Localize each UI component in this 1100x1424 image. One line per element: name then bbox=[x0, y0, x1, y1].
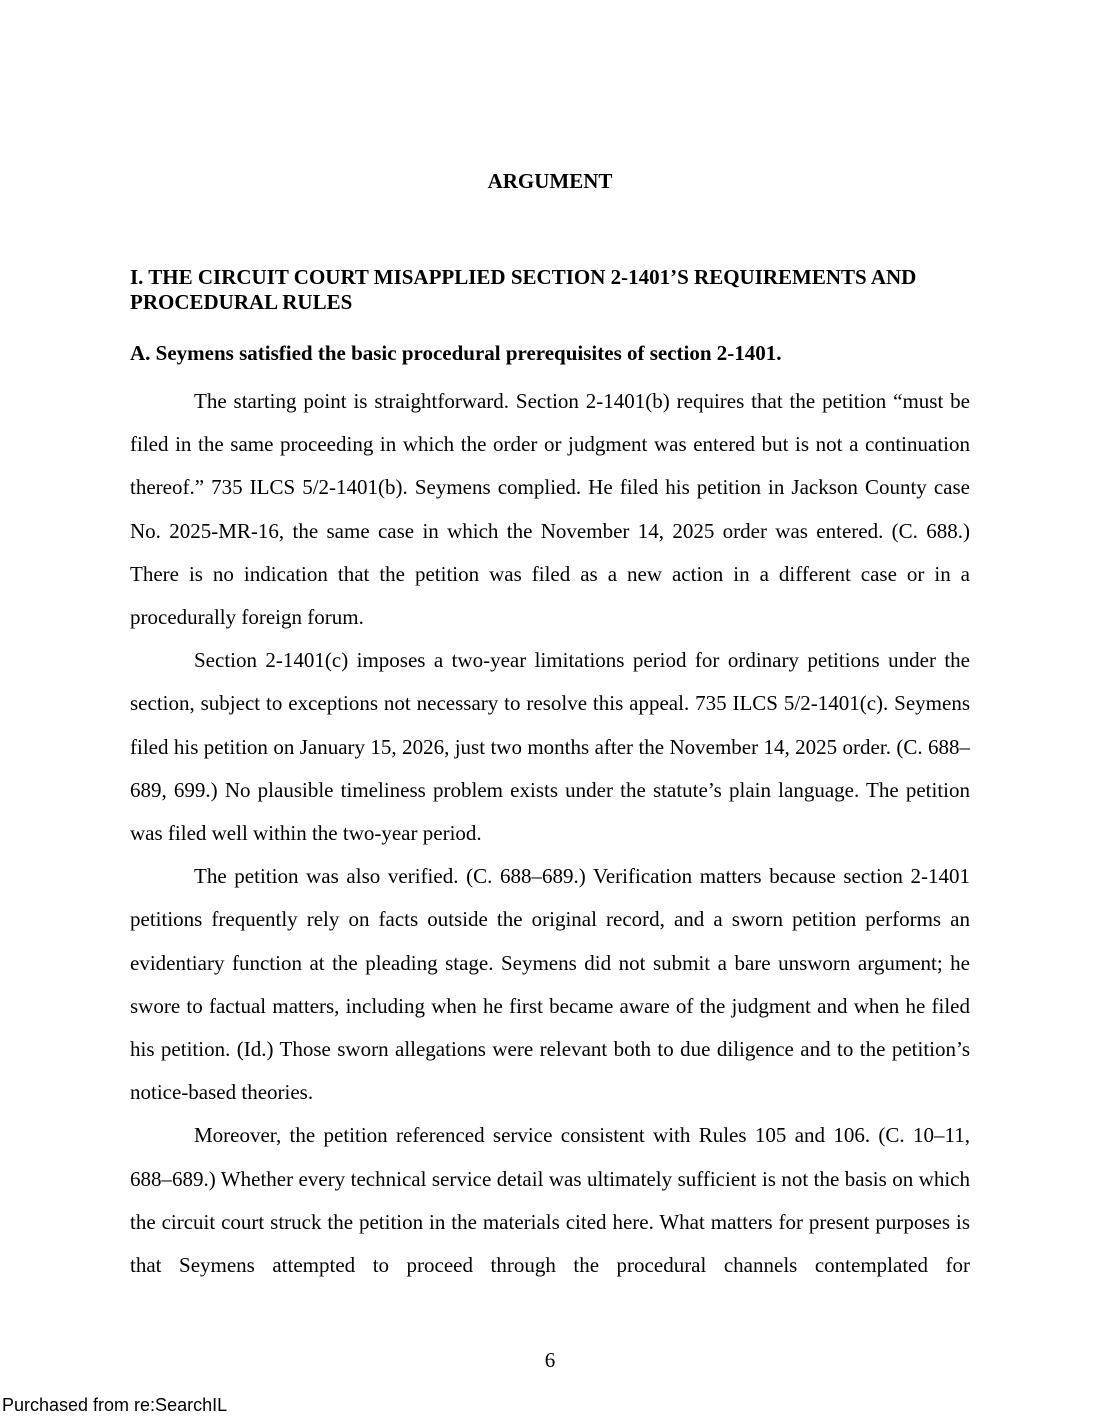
paragraph: Moreover, the petition referenced service consistent with Rules 105 and 106. (C. 10–11, 688–689.) Whether every technical service detail was ultimately sufficient is not the basis on which the circuit court struck the petition in the materials cited here. What matters for present purposes is that Seymens attempted to proceed through the procedural channels contemplated for bbox=[130, 1123, 970, 1278]
purchase-watermark: Purchased from re:SearchIL bbox=[2, 1395, 228, 1415]
paragraph: The starting point is straightforward. Section 2-1401(b) requires that the petition “must be filed in the same proceeding in which the order or judgment was entered but is not a continuation thereof.” 735 ILCS 5/2-1401(b). Seymens complied. He filed his petition in Jackson County case No. 2025-MR-16, the same case in which the November 14, 2025 order was entered. (C. 688.) There is no indication that the petition was filed as a new action in a different case or in a procedurally foreign forum. bbox=[130, 389, 970, 630]
subsection-heading: A. Seymens satisfied the basic procedural prerequisites of section 2-1401. bbox=[130, 341, 782, 365]
body-text bbox=[130, 380, 970, 1287]
argument-heading: ARGUMENT bbox=[487, 169, 613, 193]
paragraph: The petition was also verified. (C. 688–689.) Verification matters because section 2-1401 petitions frequently rely on facts outside the original record, and a sworn petition performs an evidentiary function at the pleading stage. Seymens did not submit a bare unsworn argument; he swore to factual matters, including when he first became aware of the judgment and when he filed his petition. (Id.) Those sworn allegations were relevant both to due diligence and to the petition’s notice-based theories. bbox=[130, 864, 970, 1105]
paragraph: Section 2-1401(c) imposes a two-year limitations period for ordinary petitions under the section, subject to exceptions not necessary to resolve this appeal. 735 ILCS 5/2-1401(c). Seymens filed his petition on January 15, 2026, just two months after the November 14, 2025 order. (C. 688–689, 699.) No plausible timeliness problem exists under the statute’s plain language. The petition was filed well within the two-year period. bbox=[130, 648, 970, 846]
page-number: 6 bbox=[544, 1348, 556, 1372]
section-heading: I. THE CIRCUIT COURT MISAPPLIED SECTION 2-1401’S REQUIREMENTS AND PROCEDURAL RULES bbox=[130, 265, 917, 314]
